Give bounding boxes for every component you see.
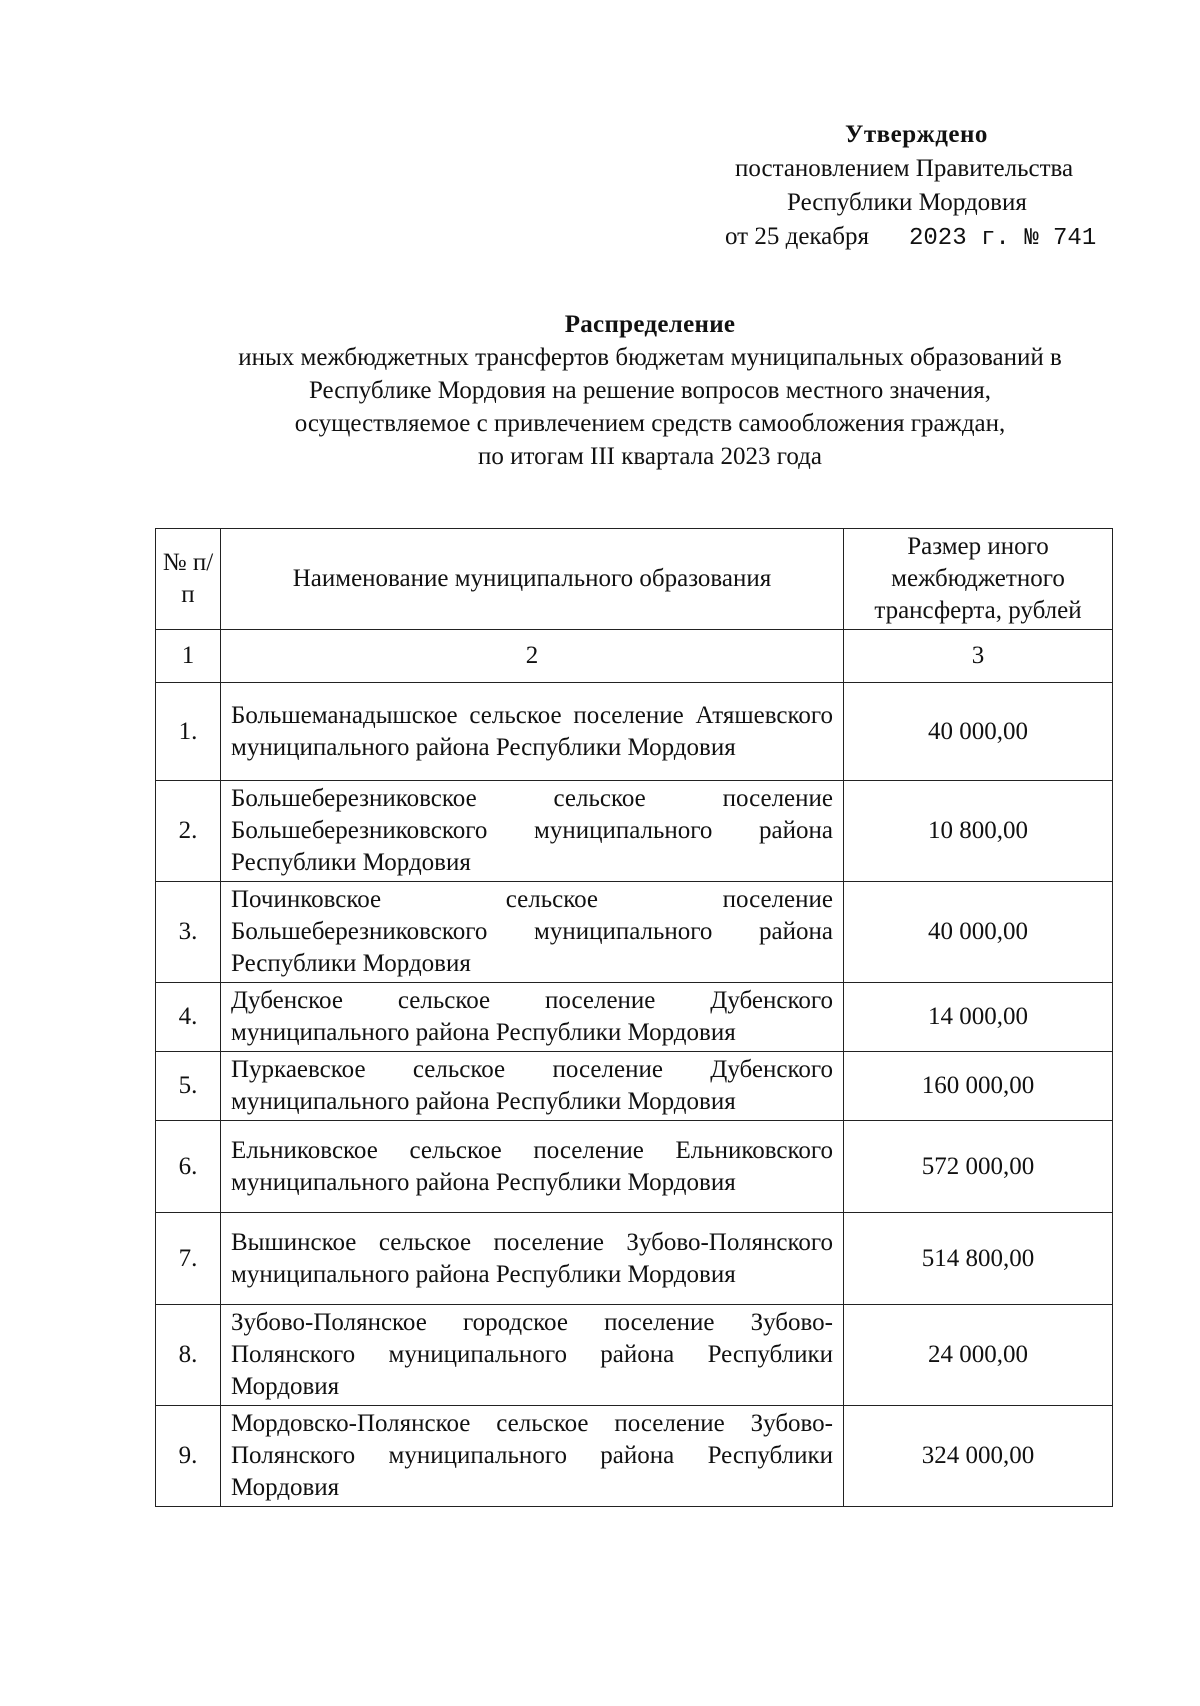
row-number: 3. — [156, 882, 221, 983]
transfer-amount: 160 000,00 — [844, 1052, 1113, 1121]
approval-number: 2023 г. № 741 — [909, 225, 1097, 252]
header-number: № п/п — [156, 529, 221, 630]
transfer-amount: 10 800,00 — [844, 781, 1113, 882]
municipality-name: Ельниковское сельское поселение Ельниковского муниципального района Республики Мордовия — [221, 1121, 844, 1213]
row-number: 6. — [156, 1121, 221, 1213]
header-municipality-name: Наименование муниципального образования — [221, 529, 844, 630]
transfer-amount: 24 000,00 — [844, 1305, 1113, 1406]
table-header-row — [156, 529, 1113, 630]
document-subtitle-line: по итогам III квартала 2023 года — [478, 443, 822, 470]
table-row — [156, 1052, 1113, 1121]
row-number: 2. — [156, 781, 221, 882]
row-number: 5. — [156, 1052, 221, 1121]
municipality-name: Починковское сельское поселение Большеберезниковского муниципального района Республики Мордовия — [221, 882, 844, 983]
transfer-amount: 40 000,00 — [844, 882, 1113, 983]
row-number: 7. — [156, 1213, 221, 1305]
transfer-amount: 572 000,00 — [844, 1121, 1113, 1213]
table-row — [156, 882, 1113, 983]
municipality-name: Мордовско-Полянское сельское поселение Зубово-Полянского муниципального района Республики Мордовия — [221, 1406, 844, 1507]
column-index-row — [156, 630, 1113, 683]
approval-line-republic: Республики Мордовия — [787, 189, 1027, 216]
approval-date: от 25 декабря — [725, 223, 869, 250]
transfer-amount: 40 000,00 — [844, 683, 1113, 781]
column-index: 2 — [221, 630, 844, 683]
row-number: 8. — [156, 1305, 221, 1406]
row-number: 1. — [156, 683, 221, 781]
row-number: 9. — [156, 1406, 221, 1507]
table-row — [156, 1305, 1113, 1406]
municipality-name: Большеманадышское сельское поселение Атяшевского муниципального района Республики Мордовия — [221, 683, 844, 781]
column-index: 1 — [156, 630, 221, 683]
document-subtitle-line: иных межбюджетных трансфертов бюджетам муниципальных образований в — [238, 344, 1062, 371]
municipality-name: Вышинское сельское поселение Зубово-Полянского муниципального района Республики Мордовия — [221, 1213, 844, 1305]
document-title: Распределение — [564, 311, 736, 338]
table-row — [156, 683, 1113, 781]
header-transfer-amount: Размер иного межбюджетного трансферта, рублей — [844, 529, 1113, 630]
document-subtitle-line: осуществляемое с привлечением средств самообложения граждан, — [294, 410, 1006, 437]
table-row — [156, 1121, 1113, 1213]
table-row — [156, 1406, 1113, 1507]
allocation-table — [155, 528, 1113, 1507]
table-row — [156, 983, 1113, 1052]
approval-date-line — [725, 220, 1145, 256]
table-row — [156, 1213, 1113, 1305]
transfer-amount: 324 000,00 — [844, 1406, 1113, 1507]
column-index: 3 — [844, 630, 1113, 683]
municipality-name: Зубово-Полянское городское поселение Зубово-Полянского муниципального района Республики Мордовия — [221, 1305, 844, 1406]
approval-title: Утверждено — [845, 121, 988, 148]
document-heading — [100, 308, 1200, 473]
transfer-amount: 14 000,00 — [844, 983, 1113, 1052]
transfer-amount: 514 800,00 — [844, 1213, 1113, 1305]
table-row — [156, 781, 1113, 882]
municipality-name: Дубенское сельское поселение Дубенского муниципального района Республики Мордовия — [221, 983, 844, 1052]
document-subtitle-line: Республике Мордовия на решение вопросов местного значения, — [308, 377, 992, 404]
row-number: 4. — [156, 983, 221, 1052]
municipality-name: Большеберезниковское сельское поселение Большеберезниковского муниципального района Республики Мордовия — [221, 781, 844, 882]
approval-stamp — [725, 118, 1145, 256]
approval-line-resolution: постановлением Правительства — [735, 155, 1074, 182]
municipality-name: Пуркаевское сельское поселение Дубенского муниципального района Республики Мордовия — [221, 1052, 844, 1121]
